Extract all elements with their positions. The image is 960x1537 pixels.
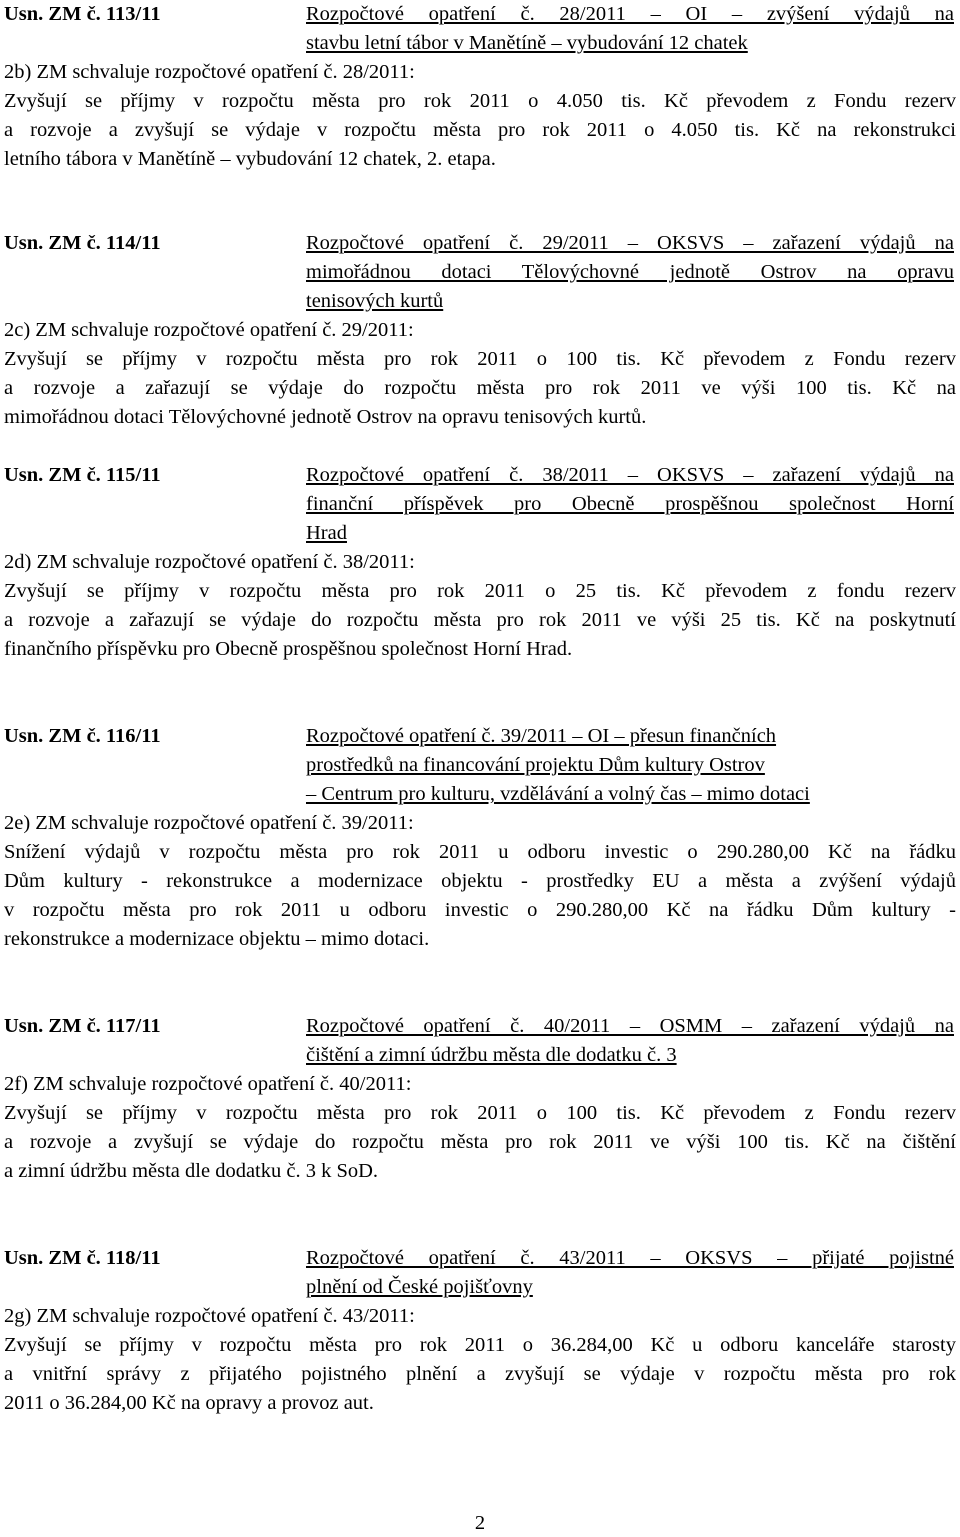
title-line: – Centrum pro kulturu, vzdělávání a volný čas – mimo dotaci	[306, 783, 810, 805]
body-line: 2f) ZM schvaluje rozpočtové opatření č. 40/2011:	[4, 1073, 412, 1095]
resolution-title	[306, 0, 954, 58]
resolution-title	[306, 722, 954, 809]
body-line: 2e) ZM schvaluje rozpočtové opatření č. 39/2011:	[4, 812, 414, 834]
resolution-body	[4, 316, 956, 432]
resolution-number: Usn. ZM č. 115/11	[4, 464, 161, 486]
title-line: stavbu letní tábor v Manětíně – vybudování 12 chatek	[306, 32, 748, 54]
resolution-number: Usn. ZM č. 114/11	[4, 232, 161, 254]
resolution-body	[4, 809, 956, 954]
title-line: čištění a zimní údržbu města dle dodatku č. 3	[306, 1044, 677, 1066]
body-line: a zimní údržbu města dle dodatku č. 3 k SoD.	[4, 1160, 379, 1182]
title-line: Rozpočtové opatření č. 40/2011 – OSMM – zařazení výdajů na	[306, 1015, 954, 1037]
resolution-title	[306, 461, 954, 548]
body-line: v rozpočtu města pro rok 2011 u odboru investic o 290.280,00 Kč na řádku Dům kultury -	[4, 899, 956, 921]
body-line: 2b) ZM schvaluje rozpočtové opatření č. 28/2011:	[4, 61, 415, 83]
resolution-body	[4, 548, 956, 664]
title-line: plnění od České pojišťovny	[306, 1276, 533, 1298]
resolution-body	[4, 1302, 956, 1418]
body-line: 2d) ZM schvaluje rozpočtové opatření č. 38/2011:	[4, 551, 415, 573]
body-line: Zvyšují se příjmy v rozpočtu města pro rok 2011 o 4.050 tis. Kč převodem z Fondu rezerv	[4, 90, 956, 112]
resolution-title	[306, 1244, 954, 1302]
resolution-number: Usn. ZM č. 118/11	[4, 1247, 161, 1269]
body-line: Dům kultury - rekonstrukce a modernizace objektu - prostředky EU a města a zvýšení výdajů	[4, 870, 956, 892]
title-line: prostředků na financování projektu Dům kultury Ostrov	[306, 754, 765, 776]
resolution-113	[4, 0, 956, 174]
resolution-number: Usn. ZM č. 117/11	[4, 1015, 161, 1037]
page-number: 2	[474, 1512, 486, 1534]
title-line: tenisových kurtů	[306, 290, 444, 312]
body-line: Snížení výdajů v rozpočtu města pro rok 2011 u odboru investic o 290.280,00 Kč na řádku	[4, 841, 956, 863]
body-line: 2g) ZM schvaluje rozpočtové opatření č. 43/2011:	[4, 1305, 415, 1327]
resolution-number: Usn. ZM č. 116/11	[4, 725, 161, 747]
title-line: Rozpočtové opatření č. 28/2011 – OI – zvýšení výdajů na	[306, 3, 954, 25]
resolution-body	[4, 1070, 956, 1186]
resolution-114	[4, 229, 956, 432]
resolution-body	[4, 58, 956, 174]
body-line: letního tábora v Manětíně – vybudování 12 chatek, 2. etapa.	[4, 148, 496, 170]
body-line: Zvyšují se příjmy v rozpočtu města pro rok 2011 o 25 tis. Kč převodem z fondu rezerv	[4, 580, 956, 602]
body-line: Zvyšují se příjmy v rozpočtu města pro rok 2011 o 100 tis. Kč převodem z Fondu rezerv	[4, 1102, 956, 1124]
body-line: 2011 o 36.284,00 Kč na opravy a provoz aut.	[4, 1392, 374, 1414]
resolution-title	[306, 229, 954, 316]
resolution-116	[4, 722, 956, 954]
title-line: Rozpočtové opatření č. 43/2011 – OKSVS – přijaté pojistné	[306, 1247, 954, 1269]
body-line: finančního příspěvku pro Obecně prospěšnou společnost Horní Hrad.	[4, 638, 573, 660]
body-line: a rozvoje a zvyšují se výdaje v rozpočtu města pro rok 2011 o 4.050 tis. Kč na rekonstrukci	[4, 119, 956, 141]
body-line: Zvyšují se příjmy v rozpočtu města pro rok 2011 o 100 tis. Kč převodem z Fondu rezerv	[4, 348, 956, 370]
title-line: mimořádnou dotaci Tělovýchovné jednotě Ostrov na opravu	[306, 261, 954, 283]
body-line: a rozvoje a zařazují se výdaje do rozpočtu města pro rok 2011 ve výši 100 tis. Kč na	[4, 377, 956, 399]
resolution-number: Usn. ZM č. 113/11	[4, 3, 161, 25]
body-line: Zvyšují se příjmy v rozpočtu města pro rok 2011 o 36.284,00 Kč u odboru kanceláře starosty	[4, 1334, 956, 1356]
resolution-115	[4, 461, 956, 664]
body-line: a rozvoje a zařazují se výdaje do rozpočtu města pro rok 2011 ve výši 25 tis. Kč na poskytnutí	[4, 609, 956, 631]
title-line: finanční příspěvek pro Obecně prospěšnou společnost Horní	[306, 493, 954, 515]
title-line: Rozpočtové opatření č. 29/2011 – OKSVS – zařazení výdajů na	[306, 232, 954, 254]
resolution-title	[306, 1012, 954, 1070]
title-line: Rozpočtové opatření č. 39/2011 – OI – přesun finančních	[306, 725, 777, 747]
title-line: Rozpočtové opatření č. 38/2011 – OKSVS – zařazení výdajů na	[306, 464, 954, 486]
body-line: a vnitřní správy z přijatého pojistného plnění a zvyšují se výdaje v rozpočtu města pro rok	[4, 1363, 956, 1385]
resolution-118	[4, 1244, 956, 1418]
body-line: a rozvoje a zvyšují se výdaje do rozpočtu města pro rok 2011 ve výši 100 tis. Kč na čištění	[4, 1131, 956, 1153]
body-line: mimořádnou dotaci Tělovýchovné jednotě Ostrov na opravu tenisových kurtů.	[4, 406, 647, 428]
body-line: 2c) ZM schvaluje rozpočtové opatření č. 29/2011:	[4, 319, 414, 341]
body-line: rekonstrukce a modernizace objektu – mimo dotaci.	[4, 928, 430, 950]
title-line: Hrad	[306, 522, 347, 544]
resolution-117	[4, 1012, 956, 1186]
